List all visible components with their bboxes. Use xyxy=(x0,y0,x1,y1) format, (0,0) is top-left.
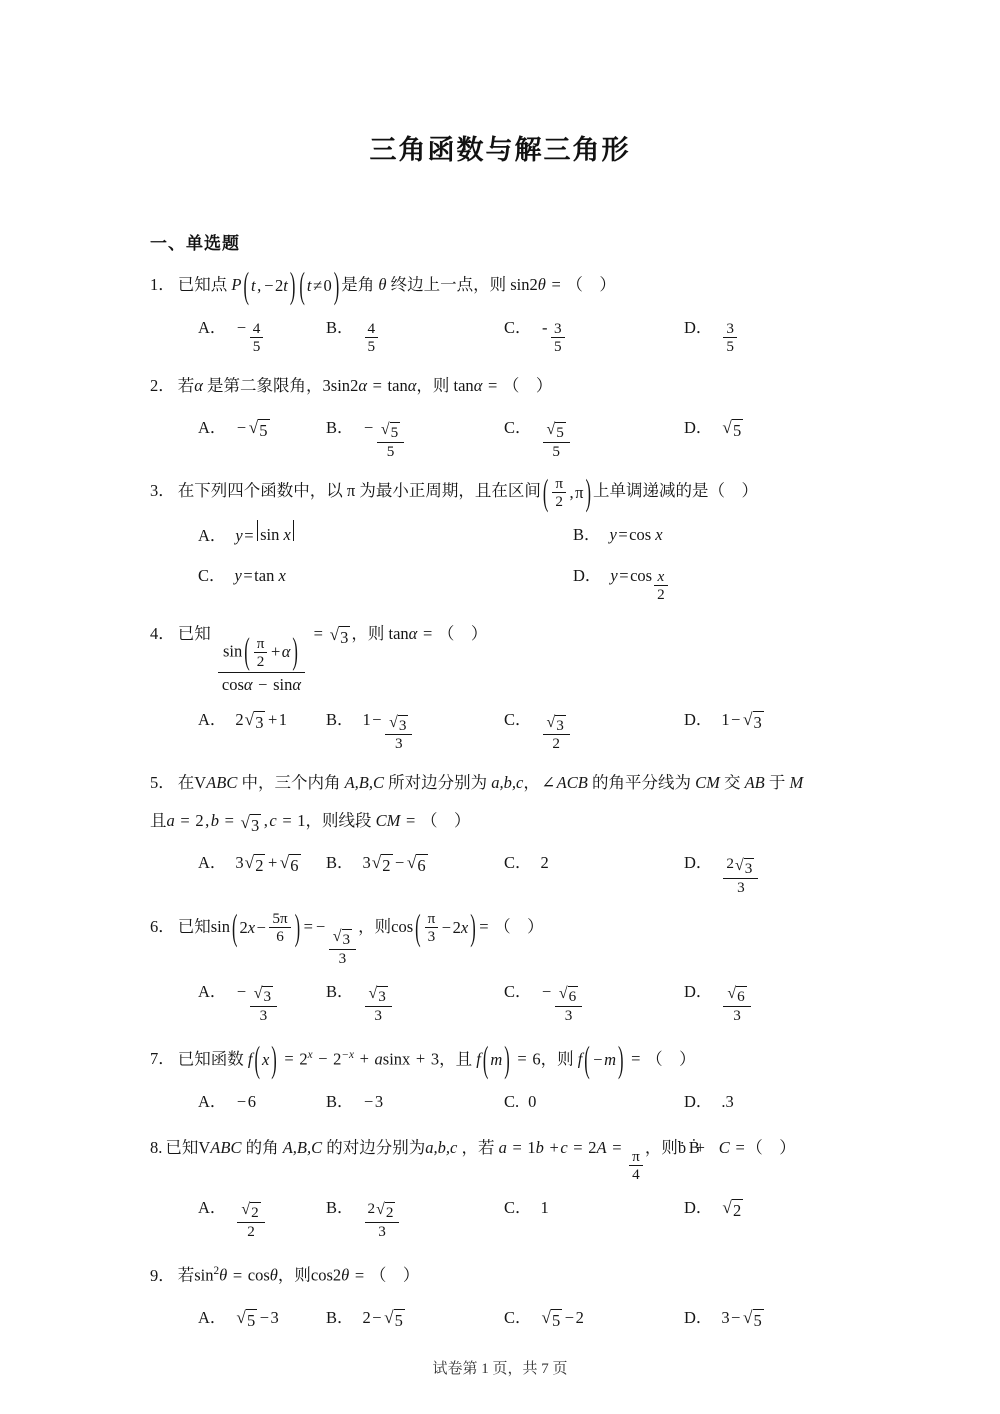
question-5-stem: 5． 在VABC 中，三个内角 A,B,C 所对边分别为 a,b,c，∠ACB 的角平分线为 CM 交 AB 于 M xyxy=(150,773,804,793)
option-2-a[interactable]: A． − √ 5 xyxy=(198,418,268,441)
question-3-stem: 3． 在下列四个函数中，以 π 为最小正周期，且在区间 ( $\frac{\pi}{2}$ , π ) 上单调递减的是（ ） xyxy=(150,470,758,513)
question-8-stem: 8. 已知VABC 的角 A,B,C 的对边分别为a,b,c ，若 a = 1b +c = 2A = $\frac{\pi}{4}$ ，则ḃ Ḃ+ C =（ ） xyxy=(150,1131,948,1183)
option-1-c[interactable]: C． - $\frac{3}{5}$ xyxy=(504,313,684,355)
option-2-b[interactable]: B． − √ 5 5 xyxy=(326,413,504,460)
question-4-number: 4． xyxy=(150,623,175,643)
option-6-d[interactable]: D． √ 6 3 xyxy=(684,977,844,1024)
option-9-d[interactable]: D． 3 − √ 5 xyxy=(684,1307,762,1330)
option-1-b[interactable]: B． $\frac{4}{5}$ xyxy=(326,313,504,355)
page-footer: 试卷第 1 页，共 7 页 xyxy=(432,1361,568,1377)
option-8-d[interactable]: D． √ 2 xyxy=(684,1198,742,1221)
option-3-a[interactable]: A． y = sin x xyxy=(198,520,573,551)
question-9-number: 9． xyxy=(150,1265,175,1285)
question-7-number: 7． xyxy=(150,1049,175,1069)
question-1-stem: 1． 已知点 P ( t , − 2 t ) ( t ≠ 0 ) 是角 θ 终边上一点，则 sin2θ = （ ） xyxy=(150,263,616,307)
question-7 xyxy=(150,1038,948,1118)
question-3 xyxy=(150,470,948,603)
option-3-c[interactable]: C． y = tan x xyxy=(198,565,286,585)
option-8-c[interactable]: C． 1 xyxy=(504,1198,549,1218)
option-7-d[interactable]: D． .3 xyxy=(684,1092,734,1112)
question-6-options xyxy=(150,977,948,1024)
question-8-number: 8. xyxy=(150,1138,163,1158)
question-9-stem: 9． 若$\sin^2\theta = \cos\theta$，则cos2θ = （ ） xyxy=(150,1265,420,1285)
option-7-c[interactable]: C. 0 xyxy=(504,1092,537,1112)
option-1-d[interactable]: D． $\frac{3}{5}$ xyxy=(684,313,844,355)
option-2-d[interactable]: D． √ 5 xyxy=(684,418,742,441)
question-5-stem-line2: 且a = 2,b = √ 3 ,c = 1，则线段 CM = （ ） xyxy=(150,811,471,835)
option-8-a[interactable]: A． √ 2 2 xyxy=(198,1193,326,1240)
option-6-a[interactable]: A． − √ 3 3 xyxy=(198,977,326,1024)
option-4-d[interactable]: D． 1 − √ 3 xyxy=(684,710,762,733)
option-1-a[interactable]: A． − $\frac{4}{5}$ xyxy=(198,313,326,355)
option-9-b[interactable]: B． 2 − √ 5 xyxy=(326,1307,403,1330)
question-4-stem: 4． 已知 sin ( $\frac{\pi}{2}$ + α ) cosα − sinα = √ 3 ，则 tanα = （ ） xyxy=(150,623,488,694)
question-5-options xyxy=(150,848,948,895)
option-3-b[interactable]: B． y = cos x xyxy=(573,525,663,545)
question-2 xyxy=(150,369,948,460)
question-4 xyxy=(150,617,948,753)
option-5-b[interactable]: B． 3 √ 2 − √ 6 xyxy=(326,853,426,876)
question-6 xyxy=(150,905,948,1024)
option-5-c[interactable]: C． 2 xyxy=(504,853,549,873)
question-5-number: 5． xyxy=(150,773,175,793)
question-8-options xyxy=(150,1193,948,1240)
question-9-options xyxy=(150,1303,948,1333)
option-6-c[interactable]: C． − √ 6 3 xyxy=(504,977,684,1024)
option-9-a[interactable]: A． √ 5 − 3 xyxy=(198,1307,279,1330)
option-7-b[interactable]: B． − 3 xyxy=(326,1092,384,1112)
question-7-stem: 7． 已知函数 f ( x ) = $2^x - 2^{-x} + asinx + 3$，且 f ( m ) = 6，则 f ( − m ) = （ ） xyxy=(150,1037,696,1081)
overlapped-glyphs: ḃ xyxy=(677,1138,681,1158)
option-4-b[interactable]: B． 1 − √ 3 3 xyxy=(326,705,504,752)
option-8-b[interactable]: B． 2 √ 2 3 xyxy=(326,1193,504,1240)
option-7-a[interactable]: A． − 6 xyxy=(198,1092,256,1112)
option-4-c[interactable]: C． √ 3 2 xyxy=(504,705,684,752)
question-list xyxy=(0,263,1000,1333)
question-3-number: 3． xyxy=(150,481,175,501)
overlapped-glyphs-2: Ḃ xyxy=(688,1138,695,1158)
question-1-options xyxy=(150,313,948,355)
option-5-a[interactable]: A． 3 √ 2 + √ 6 xyxy=(198,853,299,876)
option-9-c[interactable]: C． √ 5 − 2 xyxy=(504,1307,584,1330)
option-3-d[interactable]: D． y = cos $\frac{x}{2}$ xyxy=(573,561,948,603)
question-9 xyxy=(150,1254,948,1333)
question-4-options xyxy=(150,705,948,752)
option-4-a[interactable]: A． 2 √ 3 + 1 xyxy=(198,710,287,733)
question-6-number: 6． xyxy=(150,916,175,936)
question-1 xyxy=(150,263,948,356)
question-2-number: 2． xyxy=(150,376,175,396)
question-1-number: 1． xyxy=(150,275,175,294)
option-2-c[interactable]: C． √ 5 5 xyxy=(504,413,684,460)
question-6-stem: 6． 已知sin ( 2 x − $\frac{5\pi}{6}$ ) = − √ 3 3 ，则cos ( $\frac{\pi}{3}$ − 2 x ) = （ ） xyxy=(150,905,544,967)
option-5-d[interactable]: D． 2 √ 3 3 xyxy=(684,848,844,895)
question-3-options-row2 xyxy=(150,561,948,603)
question-5 xyxy=(150,766,948,895)
question-2-stem: 2． 若α 是第二象限角，3sin2α = tanα，则 tanα = （ ） xyxy=(150,376,553,396)
page-title: 三角函数与解三角形 xyxy=(369,135,631,165)
question-2-options xyxy=(150,413,948,460)
option-6-b[interactable]: B． √ 3 3 xyxy=(326,977,504,1024)
section-heading: 一、单选题 xyxy=(150,234,240,253)
question-8 xyxy=(150,1131,948,1240)
